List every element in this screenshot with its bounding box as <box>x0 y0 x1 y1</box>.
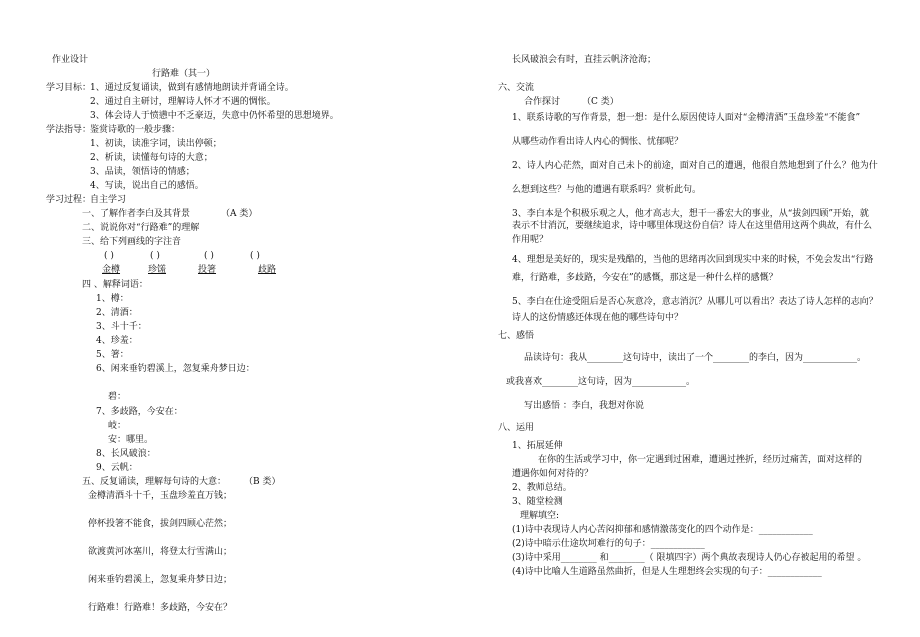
question-2-cont: 么想到这些？与他的遭遇有联系吗？赏析此句。 <box>512 185 702 195</box>
section-5-tag: （B 类） <box>244 477 281 487</box>
fill-item: (4)诗中比喻人生道路虽然曲折，但是人生理想终会实现的句子：____________ <box>512 567 822 577</box>
word-item: 3、斗十千： <box>96 322 147 332</box>
method-intro: 鉴赏诗歌的一般步骤： <box>90 125 181 135</box>
process-value: 自主学习 <box>90 195 127 205</box>
word-item: 5、箸： <box>96 350 129 360</box>
word-item: 9、云帆： <box>96 463 138 473</box>
word-sub: 安：哪里。 <box>108 435 154 445</box>
fill-item: (2)诗中暗示仕途坎坷难行的句子：____________ <box>512 539 705 549</box>
apply-1: 1、拓展延伸 <box>512 441 563 451</box>
question-5-cont: 诗人的这份情感还体现在他的哪些诗句中？ <box>512 313 684 323</box>
apply-1-text: 遭遇你如何对待的？ <box>512 469 594 479</box>
poem-title: 行路难（其一） <box>152 69 216 79</box>
pinyin-blank[interactable]: ( ) <box>104 251 114 261</box>
method-item: 4、写读，说出自己的感悟。 <box>90 181 204 191</box>
section-1: 一、了解作者李白及其背景 <box>82 209 191 219</box>
pinyin-blank[interactable]: ( ) <box>250 251 260 261</box>
reflection-2: 或我喜欢________这句诗，因为____________。 <box>506 377 696 387</box>
pinyin-blank[interactable]: ( ) <box>150 251 160 261</box>
fill-item: (3)诗中采用________ 和________（ 限填四字）两个典故表现诗人仍心存被起用的希望 。 <box>512 553 867 563</box>
apply-3: 3、随堂检测 <box>512 497 563 507</box>
poem-line: 停杯投箸不能食，拔剑四顾心茫然； <box>88 519 233 529</box>
question-3: 3、李白本是个积极乐观之人，他才高志大，想干一番宏大的事业，从“拔剑四顾”开始，就 <box>512 209 869 219</box>
word-sub: 岐： <box>108 421 127 431</box>
question-4-cont: 难，行路难，多歧路，今安在”的感慨，那这是一种什么样的感慨？ <box>512 273 778 283</box>
pinyin-word: 珍馐 <box>148 265 167 275</box>
poem-line: 金樽清酒斗十千，玉盘珍羞直万钱； <box>88 491 233 501</box>
goal-item: 1、通过反复诵读，做到有感情地朗读并背诵全诗。 <box>90 83 294 93</box>
question-1-cont: 从哪些动作看出诗人内心的惆怅、忧郁呢？ <box>512 137 684 147</box>
question-1: 1、联系诗歌的写作背景，想一想：是什么原因使诗人面对“金樽清酒”玉盘珍羞“不能食” <box>512 113 861 123</box>
header-label: 作业设计 <box>52 55 89 65</box>
method-item: 1、初读，读准字词，读出停顿； <box>90 139 222 149</box>
section-3: 三、给下列画线的字注音 <box>82 237 182 247</box>
goals-label: 学习目标： <box>46 83 92 93</box>
word-item: 8、长风破浪： <box>96 449 156 459</box>
section-5: 五、反复诵读，理解每句诗的大意： <box>82 477 227 487</box>
section-6-tag: （C 类） <box>582 97 619 107</box>
question-3-cont: 作用呢？ <box>512 235 549 245</box>
pinyin-word: 金樽 <box>102 265 121 275</box>
section-6-sub: 合作探讨 <box>524 97 561 107</box>
fill-item: (1)诗中表现诗人内心苦闷抑郁和感情激荡变化的四个动作是：____________ <box>512 525 813 535</box>
section-6: 六、交流 <box>498 83 535 93</box>
word-item: 4、珍羞： <box>96 336 138 346</box>
section-4: 四 、解释词语： <box>82 280 148 290</box>
apply-2: 2、教师总结。 <box>512 483 572 493</box>
question-4: 4、理想是美好的，现实是残酷的，当他的思绪再次回到现实中来的时候，不免会发出“行路 <box>512 255 874 265</box>
section-2: 二、说说你对“行路难”的理解 <box>82 223 200 233</box>
goal-item: 3、体会诗人于愤懑中不乏豪迈，失意中仍怀希望的思想境界。 <box>90 111 339 121</box>
apply-1-text: 在你的生活或学习中，你一定遇到过困难，遭遇过挫折，经历过痛苦，面对这样的 <box>538 455 863 465</box>
word-item: 7、多歧路，今安在： <box>96 407 183 417</box>
method-label: 学法指导： <box>46 125 92 135</box>
method-item: 3、品读，领悟诗的情感； <box>90 167 195 177</box>
apply-3-sub: 理解填空: <box>520 511 560 521</box>
question-2: 2、诗人内心茫然，面对自己未卜的前途，面对自己的遭遇，他很自然地想到了什么？他为什 <box>512 161 878 171</box>
reflection-1: 品读诗句：我从________这句诗中，读出了一个________的李白，因为____________。 <box>524 353 867 363</box>
pinyin-word: 歧路 <box>258 265 277 275</box>
poem-line: 欲渡黄河冰塞川，将登太行雪满山； <box>88 547 233 557</box>
word-item: 2、清酒： <box>96 308 138 318</box>
section-7: 七、感悟 <box>498 331 535 341</box>
method-item: 2、析读，读懂每句诗的大意； <box>90 153 213 163</box>
goal-item: 2、通过自主研讨，理解诗人怀才不遇的惆怅。 <box>90 97 276 107</box>
question-3-cont: 表示不甘消沉，要继续追求，诗中哪里体现这份自信？诗人在这里借用这两个典故，有什么 <box>512 221 873 231</box>
pinyin-word: 投箸 <box>198 265 217 275</box>
poem-line: 行路难！行路难！多歧路，今安在？ <box>88 603 233 613</box>
poem-line: 长风破浪会有时，直挂云帆济沧海； <box>512 55 657 65</box>
reflection-3: 写出感悟 ：李白，我想对你说 <box>524 401 644 411</box>
word-sub: 碧： <box>108 392 127 402</box>
question-5: 5、李白在仕途受阻后是否心灰意冷，意志消沉？从哪儿可以看出？表达了诗人怎样的志向？ <box>512 297 878 307</box>
section-8: 八、运用 <box>498 423 535 433</box>
word-item: 1、樽： <box>96 294 129 304</box>
word-item: 6、闲来垂钓碧溪上，忽复乘舟梦日边： <box>96 364 255 374</box>
pinyin-blank[interactable]: ( ) <box>204 251 214 261</box>
process-label: 学习过程： <box>46 195 92 205</box>
section-1-tag: （A 类） <box>221 209 258 219</box>
poem-line: 闲来垂钓碧溪上，忽复乘舟梦日边； <box>88 575 233 585</box>
